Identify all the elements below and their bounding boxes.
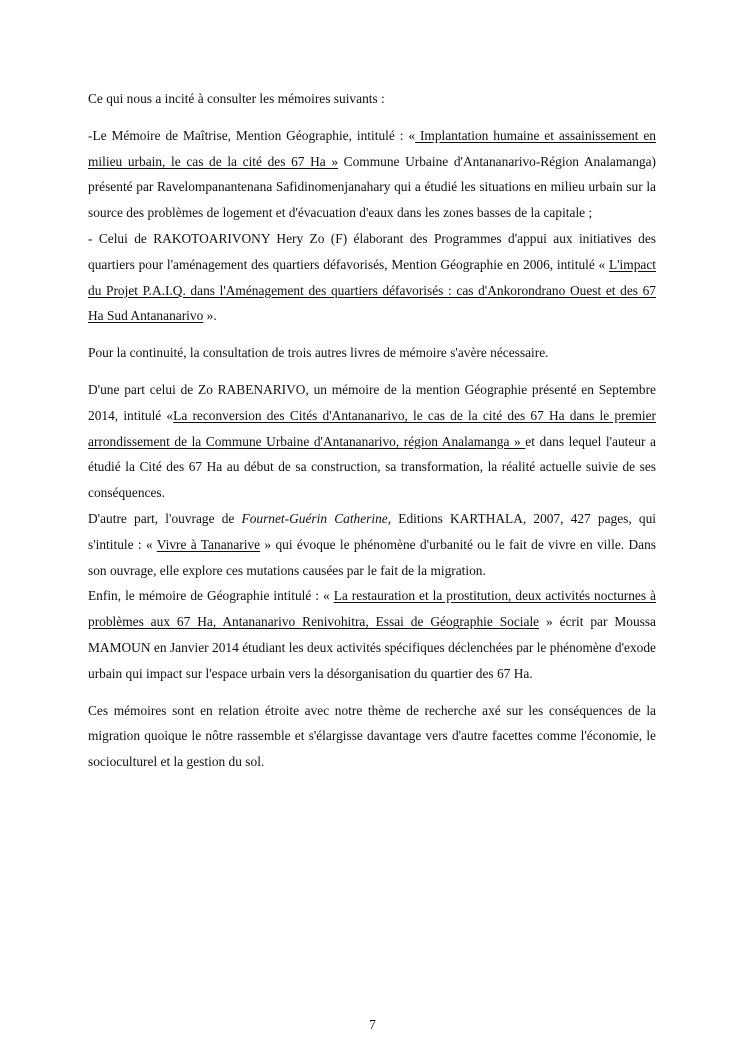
- livre-3-prefix: Enfin, le mémoire de Géographie intitulé : «: [88, 588, 334, 604]
- conclusion-text: Ces mémoires sont en relation étroite avec notre thème de recherche axé sur les conséquences de la migration quoique le nôtre rassemble et s'élargisse davantage vers d'autre facettes comme l'économie, le socioculturel et la gestion du sol.: [88, 702, 656, 770]
- conclusion-paragraph: [88, 698, 656, 775]
- livre-2-title: Vivre à Tananarive: [156, 536, 261, 552]
- memoire-1-description: Commune Urbaine d'Antananarivo-Région Analamanga) présenté par Ravelompanantenana Safidinomenjanahary qui a étudié les situations en milieu urbain sur la source des problèmes de logement et d'évacuation d'eaux dans les zones basses de la capitale ;: [88, 153, 656, 221]
- memoire-2-paragraph: [88, 226, 656, 329]
- intro-paragraph: [88, 86, 656, 112]
- livre-1-paragraph: [88, 377, 656, 506]
- livre-2-paragraph: [88, 506, 656, 583]
- page-number: 7: [369, 1017, 376, 1032]
- intro-text: Ce qui nous a incité à consulter les mémoires suivants :: [88, 91, 385, 106]
- memoire-2-suffix: ».: [203, 308, 217, 324]
- continuity-paragraph: [88, 340, 656, 366]
- livre-2-description: » qui évoque le phénomène d'urbanité ou le fait de vivre en ville. Dans son ouvrage, elle explore ces mutations causées par le fait de la migration.: [88, 536, 656, 578]
- livre-2-prefix: D'autre part, l'ouvrage de: [88, 510, 242, 526]
- livre-3-paragraph: [88, 583, 656, 686]
- memoire-2-prefix: - Celui de RAKOTOARIVONY Hery Zo (F) élaborant des Programmes d'appui aux initiatives des quartiers pour l'aménagement des quartiers défavorisés, Mention Géographie en 2006, intitulé «: [88, 230, 656, 272]
- memoire-1-paragraph: [88, 123, 656, 226]
- livre-3-description: » écrit par Moussa MAMOUN en Janvier 2014 étudiant les deux activités spécifiques déclenchées par le phénomène d'exode urbain qui impact sur l'espace urbain vers la désorganisation du quartier des 67 Ha.: [88, 614, 656, 681]
- livre-1-description: et dans lequel l'auteur a étudié la Cité des 67 Ha au début de sa construction, sa transformation, la réalité actuelle suivie de ses conséquences.: [88, 433, 656, 501]
- livre-2-publisher: Editions KARTHALA, 2007, 427 pages, qui s'intitule : «: [88, 510, 656, 552]
- document-body: [88, 86, 656, 775]
- memoire-2-title: L'impact du Projet P.A.I.Q. dans l'Aménagement des quartiers défavorisés : cas d'Ankorondrano Ouest et des 67 Ha Sud Antananarivo: [88, 256, 656, 324]
- livre-1-title: La reconversion des Cités d'Antananarivo, le cas de la cité des 67 Ha dans le premier arrondissement de la Commune Urbaine d'Antananarivo, région Analamanga »: [88, 407, 656, 449]
- livre-3-title: La restauration et la prostitution, deux activités nocturnes à problèmes aux 67 Ha, Antananarivo Renivohitra, Essai de Géographie Sociale: [88, 588, 656, 630]
- livre-2-author: Fournet-Guérin Catherine,: [241, 510, 392, 526]
- livre-1-prefix: D'une part celui de Zo RABENARIVO, un mémoire de la mention Géographie présenté en Septembre 2014, intitulé «: [88, 381, 656, 423]
- memoire-1-title: Implantation humaine et assainissement en milieu urbain, le cas de la cité des 67 Ha »: [88, 127, 656, 169]
- continuity-text: Pour la continuité, la consultation de trois autres livres de mémoire s'avère nécessaire.: [88, 345, 549, 361]
- memoire-1-prefix: -Le Mémoire de Maîtrise, Mention Géographie, intitulé : «: [88, 127, 416, 143]
